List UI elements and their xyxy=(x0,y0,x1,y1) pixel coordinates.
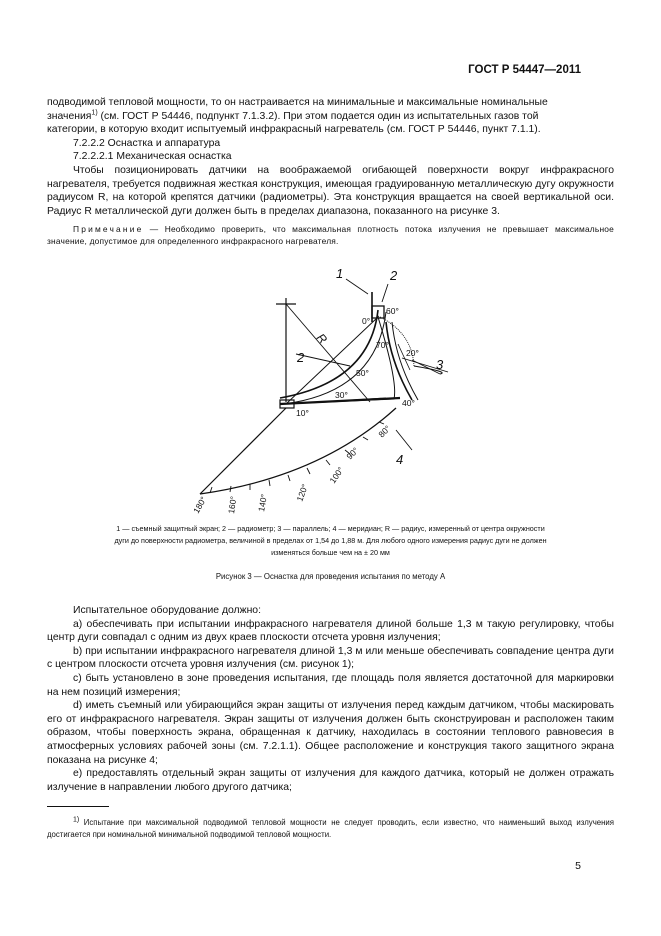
paragraph: Чтобы позиционировать датчики на воображаемой огибающей поверхности вокруг инфракрасного нагревателя, требуется подвижная жесткая конструкция, имеющая градуированную металлическую дугу окружности радиусом R, на которой крепятся датчики (радиометры). Эта конструкция вращается на своей вертикальной оси. Радиус R металлической дуги должен быть в пределах диапазона, показанного на рисунке 3. xyxy=(47,164,614,217)
figure-caption: Рисунок 3 — Оснастка для проведения испытания по методу А xyxy=(215,572,446,581)
figure-3-diagram xyxy=(150,262,480,522)
label-R: R xyxy=(313,330,330,347)
list-item: d) иметь съемный или убирающийся экран защиты от излучения перед каждым датчиком, чтобы маскировать его от инфракрасного нагревателя. Экран защиты от излучения должен быть сконструирован и расположен таким образом, чтобы поверхность экрана, обращенная к датчику, находилась в состоянии теплового равновесия в атмосферных условиях рабочей зоны (см. 7.2.1.1). Общее расположение и конструкция такого защитного экрана показана на рисунке 4; xyxy=(47,700,614,766)
legend-line: изменяться больше чем на ± 20 мм xyxy=(271,548,390,557)
meridian-arc-lower xyxy=(200,408,396,494)
footnote: $^{1)}$ Испытание при максимальной подводимой тепловой мощности не следует проводить, если известно, что наименьший выход излучения достигается при номинальной минимальной подводимой тепловой мощности. xyxy=(47,816,614,839)
figure-legend xyxy=(47,523,614,559)
section-heading: 7.2.2.2.1 Механическая оснастка xyxy=(73,151,232,163)
list-item: c) быть установлено в зоне проведения испытания, где площадь поля является достаточной для маркировки на нем позиций измерения; xyxy=(47,672,614,698)
label-2-top: 2 xyxy=(390,268,398,283)
label-3: 3 xyxy=(436,357,444,372)
angle-20: 20° xyxy=(406,348,419,358)
angle-180: 180° xyxy=(191,494,209,515)
angle-10: 10° xyxy=(296,408,309,418)
document-header: ГОСТ Р 54447—2011 xyxy=(468,64,581,76)
equipment-list xyxy=(47,604,614,794)
paragraph-line: категории, в которую входит испытуемый инфракрасный нагреватель (см. ГОСТ Р 54446, пункт 7.1.1). xyxy=(47,124,541,136)
list-item: b) при испытании инфракрасного нагревателя длиной 1,3 м или меньше обеспечивать совпадение центра дуги с центром плоскости отсчета уровня излучения (см. рисунок 1); xyxy=(47,645,614,671)
angle-40: 40° xyxy=(402,398,415,408)
page-number: 5 xyxy=(575,860,581,872)
angle-60: 60° xyxy=(386,306,399,316)
angle-80: 80° xyxy=(376,423,393,440)
paragraph-line: значения$^{1)}$ (см. ГОСТ Р 54446, подпункт 7.1.3.2). При этом подается один из испытательных газов той xyxy=(47,109,539,122)
label-4: 4 xyxy=(396,452,404,467)
angle-100: 100° xyxy=(327,464,346,486)
legend-line: дуги до поверхности радиометра, величиной в пределах от 1,54 до 1,88 м. Для любого одного измерения радиус дуги не должен xyxy=(114,536,547,545)
list-item: e) предоставлять отдельный экран защиты от излучения для каждого датчика, который не должен отражать излучение в направлении любого другого датчика; xyxy=(47,768,614,793)
angle-140: 140° xyxy=(256,493,270,513)
section-heading: 7.2.2.2 Оснастка и аппаратура xyxy=(73,137,221,149)
list-intro: Испытательное оборудование должно: xyxy=(73,605,261,616)
note: Примечание — Необходимо проверить, что максимальная плотность потока излучения не превышает максимальное значение, допустимое для определенного инфракрасного нагревателя. xyxy=(47,224,614,247)
footnote-divider xyxy=(47,806,109,807)
angle-50: 50° xyxy=(356,368,369,378)
legend-line: 1 — съемный защитный экран; 2 — радиометр; 3 — параллель; 4 — меридиан; R — радиус, измеренный от центра окружности xyxy=(116,524,545,533)
label-1: 1 xyxy=(336,266,344,281)
angle-70: 70° xyxy=(376,340,389,350)
angle-0: 0° xyxy=(362,316,371,326)
list-item: а) обеспечивать при испытании инфракрасного нагревателя длиной больше 1,3 м такую регулировку, чтобы центр дуги совпадал с одним из двух краев плоскости отсчета уровня излучения; xyxy=(47,618,614,644)
footnote-marker: 1) xyxy=(73,816,80,824)
angle-160: 160° xyxy=(226,495,239,515)
paragraph-line: подводимой тепловой мощности, то он настраивается на минимальные и максимальные номинальные xyxy=(47,97,548,108)
label-2-mid: 2 xyxy=(297,350,305,365)
main-text-block xyxy=(47,96,614,247)
angle-90: 90° xyxy=(344,445,361,462)
footnote-ref: 1) xyxy=(91,109,98,117)
angle-120: 120° xyxy=(294,482,310,503)
angle-30: 30° xyxy=(335,390,348,400)
